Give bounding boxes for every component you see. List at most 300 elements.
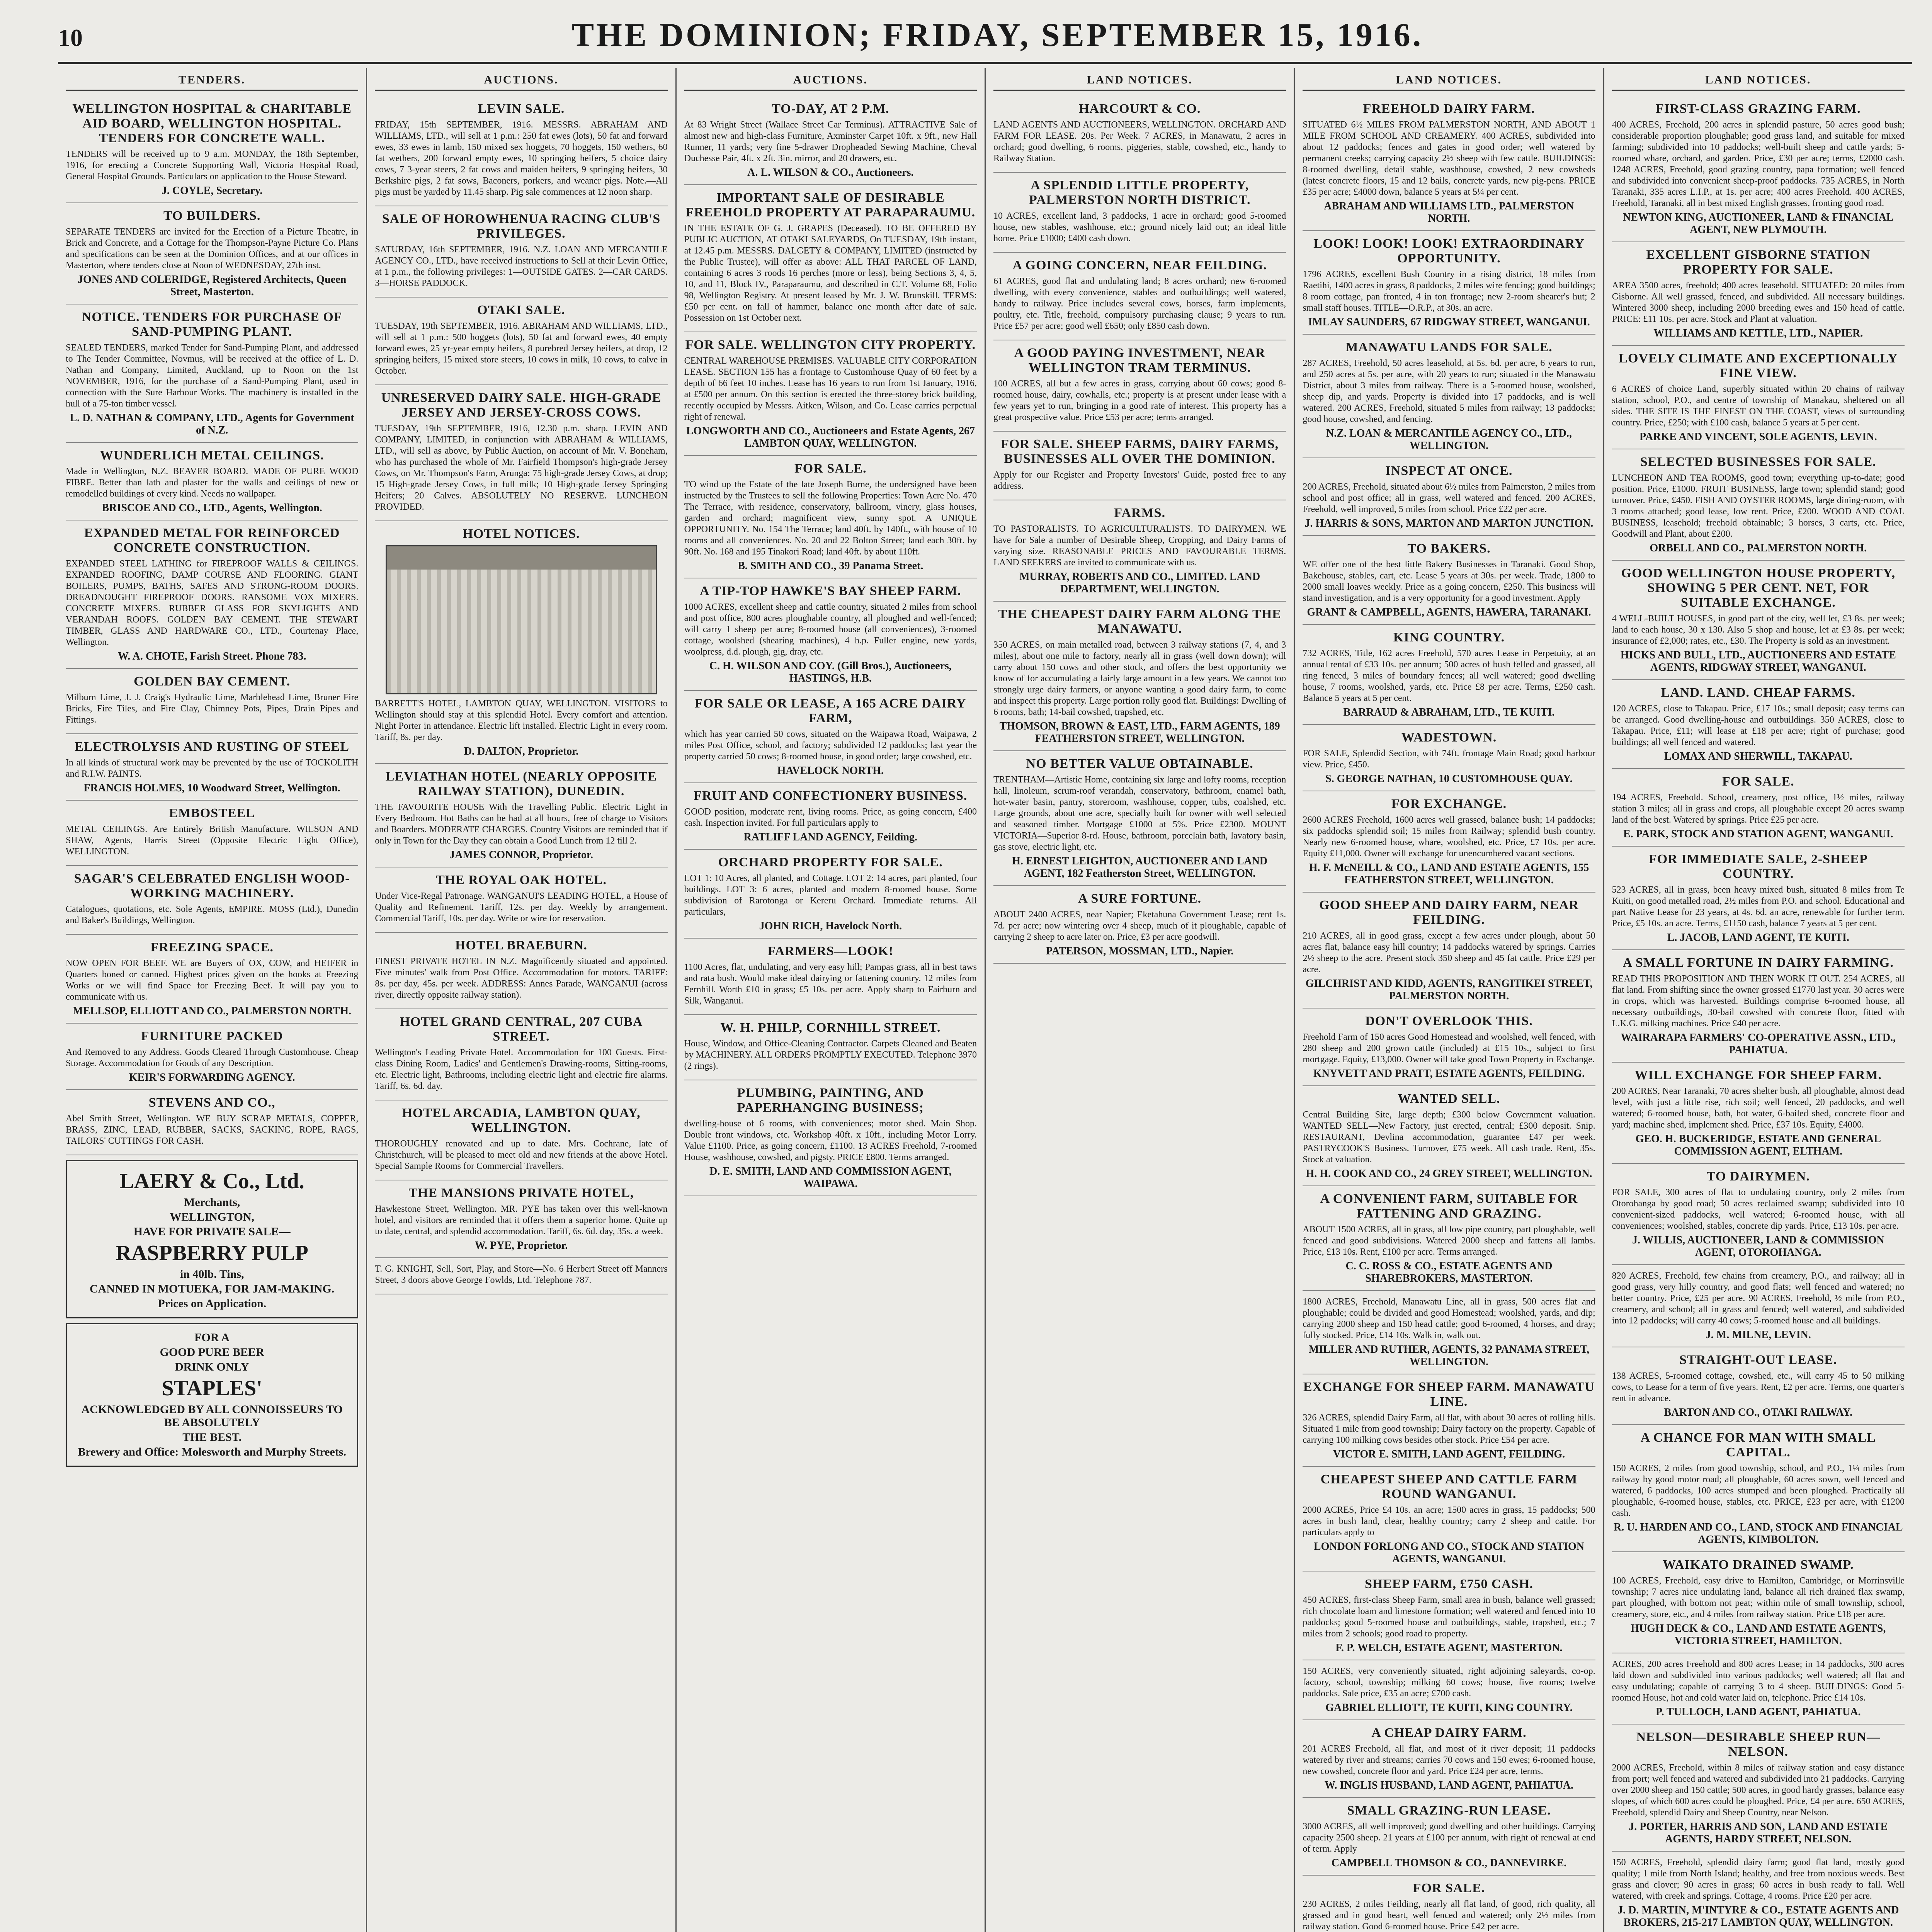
ad-title: FOR SALE.: [794, 461, 867, 476]
ad-title: OTAKI SALE.: [477, 303, 565, 317]
ad-body: 2600 ACRES Freehold, 1600 acres well grassed, balance bush; 14 paddocks; six paddocks splendid soil; 15 miles from Railway; splendid bush country. Nearly new 6-roomed house, whare, woolshed, etc. Price, £7 10s. per acre. Equity £11,000. Owner will exchange for unencumbered vacant sections.: [1303, 815, 1595, 859]
column-6: [1604, 68, 1912, 1932]
column-heading: TENDERS.: [66, 73, 358, 91]
classified-ad: [1303, 893, 1595, 1009]
ad-signature: WILLIAMS AND KETTLE, LTD., NAPIER.: [1653, 327, 1863, 339]
ad-body: Central Building Site, large depth; £300 below Government valuation. WANTED SELL—New Factory, just erected, central; £300 deposit. Snip. RESTAURANT, Devlina accommodation, guarantee £47 per week. PASTRYCOOK'S Business. Turnover, £75 week. All cash trade. Rent, 35s. Stock at valuation.: [1303, 1110, 1595, 1165]
ad-signature: ORBELL AND CO., PALMERSTON NORTH.: [1650, 542, 1867, 554]
classified-ad: [1303, 1720, 1595, 1798]
ad-title: LOVELY CLIMATE AND EXCEPTIONALLY FINE VIEW.: [1619, 351, 1898, 380]
ad-title: HARCOURT & CO.: [1078, 102, 1201, 116]
ad-body: which has year carried 50 cows, situated on the Waipawa Road, Waipawa, 2 miles Post Office, school, and factory; subdivided 12 paddocks; last year the property carried 50 cows; 8-roomed house, in good order; large cowshed, etc.: [684, 729, 977, 762]
ad-signature: LONDON FORLONG AND CO., STOCK AND STATION AGENTS, WANGANUI.: [1313, 1541, 1585, 1565]
ad-body: 150 ACRES, very conveniently situated, right adjoining saleyards, co-op. factory, school, township; milking 60 cows; house, five rooms; twelve paddocks. Sale price, £35 an acre; £700 cash.: [1303, 1666, 1595, 1699]
ad-body: 150 ACRES, Freehold, splendid dairy farm; good flat land, mostly good quality; 1 mile from North Island; healthy, and free from noxious weeds. Best grass and clover; 90 acres in grass; 60 acres in bush ready to fall. Well watered, with creek and springs. Cottage, 4 rooms. Price £20 per acre.: [1612, 1857, 1905, 1901]
ad-signature: JOHN RICH, Havelock North.: [759, 920, 902, 932]
classified-ad: [684, 185, 977, 332]
classified-ad: [375, 1258, 667, 1294]
classified-ad: [1612, 680, 1905, 769]
classified-ad: [375, 96, 667, 206]
ad-body: Milburn Lime, J. J. Craig's Hydraulic Lime, Marblehead Lime, Bruner Fire Bricks, Fire Tiles, and Fire Clay, Chimney Pots, Pipes, Drain Pipes and Fittings.: [66, 692, 359, 725]
ad-body: ACRES, 200 acres Freehold and 800 acres Lease; in 14 paddocks, 300 acres laid down and subdivided into various paddocks; well watered; all flat and easy undulating; capable of carrying 3 to 4 sheep. BUILDINGS: Good 5-roomed House, hot and cold water laid on, telephone. Price £14 10s.: [1612, 1659, 1905, 1703]
ad-signature: FRANCIS HOLMES, 10 Woodward Street, Wellington.: [83, 782, 340, 794]
ad-body: SEPARATE TENDERS are invited for the Erection of a Picture Theatre, in Brick and Concrete, and a Cottage for the Thompson-Payne Picture Co. Plans and specifications can be seen at the Dominion Offices, and at our offices in Masterton, where tenders close at Noon of WEDNESDAY, 27th inst.: [66, 227, 359, 270]
classified-ad: [1612, 242, 1905, 346]
classified-ad: [66, 1090, 358, 1155]
classified-ad: [993, 500, 1286, 602]
ad-signature: WAIRARAPA FARMERS' CO-OPERATIVE ASSN., LTD., PAHIATUA.: [1621, 1032, 1896, 1056]
ad-title: ELECTROLYSIS AND RUSTING OF STEEL: [75, 740, 350, 754]
ad-body: At 83 Wright Street (Wallace Street Car Terminus). ATTRACTIVE Sale of almost new and high-class Furniture, Axminster Carpet 10ft. x 9ft., new Hall Runner, 11 yards; very fine 5-drawer Dropheaded Sewing Machine, Cheval Duchesse Pair, 4ft. x 2ft. 3in. mirror, and 20 drawers, etc.: [684, 120, 977, 163]
classified-ad: [993, 432, 1286, 500]
classified-ad: [1612, 1725, 1905, 1852]
ad-signature: J. PORTER, HARRIS AND SON, LAND AND ESTATE AGENTS, HARDY STREET, NELSON.: [1629, 1821, 1888, 1845]
ad-body: TO wind up the Estate of the late Joseph Burne, the undersigned have been instructed by the Trustees to sell the following Properties: Town Acre No. 470 The Terrace, with residence, conservatory, ballroom, vinery, glass houses, garden and orchard; magnificent view, sunny spot. A UNIQUE OPPORTUNITY. No. 154 The Terrace; land 40ft. by 140ft., with house of 10 rooms and all conveniences. No. 20 and 22 Bolton Street; land each 30ft. by 90ft. No. 168 and 195 Tinakori Road; land 40ft. by about 110ft.: [684, 480, 977, 557]
ad-signature: MURRAY, ROBERTS AND CO., LIMITED. LAND DEPARTMENT, WELLINGTON.: [1019, 571, 1260, 595]
ad-title: FARMS.: [1114, 506, 1166, 520]
ad-signature: KEIR'S FORWARDING AGENCY.: [129, 1071, 295, 1083]
newspaper-title: THE DOMINION; FRIDAY, SEPTEMBER 15, 1916.: [571, 16, 1423, 53]
box-line: ACKNOWLEDGED BY ALL CONNOISSEURS TO BE ABSOLUTELY: [81, 1403, 343, 1429]
ad-title: UNRESERVED DAIRY SALE. HIGH-GRADE JERSEY AND JERSEY-CROSS COWS.: [381, 391, 662, 420]
ad-title: A SURE FORTUNE.: [1078, 891, 1202, 906]
ad-signature: R. U. HARDEN AND CO., LAND, STOCK AND FINANCIAL AGENTS, KIMBOLTON.: [1614, 1521, 1903, 1546]
ad-title: NO BETTER VALUE OBTAINABLE.: [1026, 757, 1253, 771]
ad-body: And Removed to any Address. Goods Cleared Through Customhouse. Cheap Storage. Accommodation for Goods of any Description.: [66, 1047, 359, 1068]
ad-body: BARRETT'S HOTEL, LAMBTON QUAY, WELLINGTON. VISITORS to Wellington should stay at this splendid Hotel. Every comfort and attention. Night Porter in attendance. Electric lift installed. Electric Light in every room. Tariff, 8s. per day.: [375, 699, 668, 742]
ad-title: LEVIN SALE.: [478, 102, 565, 116]
ad-title: WADESTOWN.: [1401, 730, 1497, 745]
ad-title: FOR EXCHANGE.: [1391, 797, 1507, 811]
ad-title: MANAWATU LANDS FOR SALE.: [1345, 340, 1553, 354]
ad-body: Hawkestone Street, Wellington. MR. PYE has taken over this well-known hotel, and visitors are reminded that it offers them a superior home. Quite up to date, central, and splendid accommodation. Tariff, 6s. 6d. day, 35s. a week.: [375, 1204, 668, 1236]
brand-name: STAPLES': [162, 1376, 262, 1400]
ad-body: EXPANDED STEEL LATHING for FIREPROOF WALLS & CEILINGS. EXPANDED ROOFING, DAMP COURSE AND FLOORING. GIANT BOILERS, PUMPS, BATHS, SAFES AND STRONG-ROOM DOORS. DREADNOUGHT FIREPROOF DOORS. RANSOME VOX MIXERS. CONCRETE MIXERS. RUBBER GLASS FOR SKYLIGHTS AND VERANDAH ROOFS. GOLDEN BAY CEMENT. THE STEWART TIMBER, GLASS AND HARDWARE CO., LTD., Courtenay Place, Wellington.: [66, 559, 359, 647]
ad-body: FINEST PRIVATE HOTEL IN N.Z. Magnificently situated and appointed. Five minutes' walk from Post Office. Accommodation for motors. TARIFF: 8s. per day, 45s. per week. ADDRESS: Annes Parade, WANGANUI (across river, directly opposite railway station).: [375, 956, 668, 1000]
ad-body: FOR SALE, 300 acres of flat to undulating country, only 2 miles from Otorohanga by good road; 50 acres reclaimed swamp; subdivided into 10 convenient-sized paddocks, well watered; 6-roomed house, with all conveniences; woolshed, stables, concrete dip yards. Price, £13 10s. per acre.: [1612, 1187, 1905, 1231]
classified-ad: [684, 783, 977, 850]
box-line: THE BEST.: [182, 1431, 242, 1444]
ad-title: EXCELLENT GISBORNE STATION PROPERTY FOR SALE.: [1646, 248, 1871, 277]
ad-title: THE MANSIONS PRIVATE HOTEL,: [408, 1186, 634, 1200]
classified-ad: [375, 298, 667, 385]
ad-title: DON'T OVERLOOK THIS.: [1365, 1014, 1533, 1028]
page-number: 10: [58, 24, 83, 51]
classified-ad: [993, 602, 1286, 751]
ad-body: T. G. KNIGHT, Sell, Sort, Play, and Store—No. 6 Herbert Street off Manners Street, 3 doors above George Fowlds, Ltd. Telephone 787.: [375, 1264, 668, 1285]
classified-ad: [1612, 1347, 1905, 1425]
ad-body: 150 ACRES, 2 miles from good township, school, and P.O., 1¼ miles from railway by good motor road; all ploughable, 60 acres sown, well fenced and watered, 6 paddocks, 100 acres stumped and been ploughed. Practically all ploughable, 6-roomed house, stables, etc. PRICE, £23 per acre, with £1200 cash.: [1612, 1463, 1905, 1518]
ad-title: KING COUNTRY.: [1393, 630, 1505, 645]
ad-signature: W. INGLIS HUSBAND, LAND AGENT, PAHIATUA.: [1325, 1779, 1573, 1791]
classified-ad: [375, 764, 667, 867]
ad-signature: ABRAHAM AND WILLIAMS LTD., PALMERSTON NORTH.: [1324, 200, 1574, 224]
ad-title: WELLINGTON HOSPITAL & CHARITABLE AID BOARD, WELLINGTON HOSPITAL. TENDERS FOR CONCRETE WALL.: [72, 102, 352, 145]
ad-body: dwelling-house of 6 rooms, with conveniences; motor shed. Main Shop. Double front windows, etc. Workshop 40ft. x 10ft., including Motor Lorry. Value £1100. Price, as going concern, £1100. 13 ACRES Freehold, 7-roomed House, washhouse, cowshed, and pigsty. PRICE £800. Terms arranged.: [684, 1119, 977, 1162]
ad-title: GOOD WELLINGTON HOUSE PROPERTY, SHOWING 5 PER CENT. NET, FOR SUITABLE EXCHANGE.: [1621, 566, 1895, 610]
classified-ad: [684, 332, 977, 456]
classified-ad: [375, 1180, 667, 1258]
ad-signature: N.Z. LOAN & MERCANTILE AGENCY CO., LTD., WELLINGTON.: [1326, 427, 1572, 452]
classified-ad: [1303, 1467, 1595, 1571]
ad-body: TUESDAY, 19th SEPTEMBER, 1916. ABRAHAM AND WILLIAMS, LTD., will sell at 1 p.m.: 500 hoggets (lots), 50 fat and forward ewes, 40 empty forward ewes, 25 yr-year empty heifers, 8 purebred Jersey heifers, at drop, 12 springing heifers, 15 mixed store steers, 10 cows in milk, 10 cows, to calve in October.: [375, 321, 668, 376]
ad-body: LUNCHEON AND TEA ROOMS, good town; everything up-to-date; good position. Price, £1000. FRUIT BUSINESS, large town; splendid stand; good turnover. Price, £450. FISH AND OYSTER ROOMS, large dining-room, with 3 rooms attached; good lease, low rent. Price, £200. WOOD AND COAL BUSINESS, leasehold; freehold obtainable; 3 horses, 3 carts, etc. Price, Goodwill and Plant, about £200.: [1612, 473, 1905, 539]
ad-title: SHEEP FARM, £750 CASH.: [1364, 1577, 1533, 1591]
ad-body: 326 ACRES, splendid Dairy Farm, all flat, with about 30 acres of rolling hills. Situated 1 mile from good township; Dairy factory on the property. Capable of carrying 100 milking cows besides other stock. Price £54 per acre.: [1303, 1413, 1595, 1445]
ad-title: FOR SALE.: [1413, 1881, 1485, 1895]
classified-ad: [1303, 1660, 1595, 1720]
ad-title: EMBOSTEEL: [169, 806, 255, 820]
ad-title: WAIKATO DRAINED SWAMP.: [1662, 1558, 1854, 1572]
ad-body: Wellington's Leading Private Hotel. Accommodation for 100 Guests. First-class Dining Room, Ladies' and Gentlemen's Drawing-rooms, Sitting-rooms, etc. Electric light, Bathrooms, including electric light and electric fire alarms. Tariff, 6s. 6d. day.: [375, 1048, 668, 1091]
ad-body: 3000 ACRES, all well improved; good dwelling and other buildings. Carrying capacity 2500 sheep. 21 years at £100 per annum, with right of renewal at end of term. Apply: [1303, 1821, 1595, 1854]
ad-body: THOROUGHLY renovated and up to date. Mrs. Cochrane, late of Christchurch, will be pleased to meet old and new friends at the above Hotel. Special Sample Rooms for Commercial Travellers.: [375, 1139, 668, 1171]
ad-body: IN THE ESTATE OF G. J. GRAPES (Deceased). TO BE OFFERED BY PUBLIC AUCTION, AT OTAKI SALEYARDS, On TUESDAY, 19th instant, at 12.45 p.m. MESSRS. DALGETY & COMPANY, LIMITED (instructed by the Public Trustee), will offer as above: ALL THAT PARCEL OF LAND, containing 6 acres 3 roods 16 perches (more or less), being Sections 3, 4, 5, 10, and 11, Block IV., Paraparaumu, and described in C.T. Volume 68, Folio 98, Wellington Registry. At present leased by Mr. J. W. Brunskill. TERMS: £50 per cent. on fall of hammer, balance one month after date of sale. Possession on 1st October next.: [684, 223, 977, 323]
box-line: Brewery and Office: Molesworth and Murphy Streets.: [78, 1446, 346, 1458]
classified-ad: [66, 520, 358, 669]
product-name: RASPBERRY PULP: [116, 1241, 308, 1265]
ad-signature: BRISCOE AND CO., LTD., Agents, Wellington.: [102, 502, 322, 514]
ad-signature: GEO. H. BUCKERIDGE, ESTATE AND GENERAL COMMISSION AGENT, ELTHAM.: [1635, 1133, 1881, 1157]
classified-ad: [375, 206, 667, 298]
hotel-illustration: [386, 545, 657, 694]
classified-ad: [66, 304, 358, 443]
classified-ad: [1303, 1571, 1595, 1660]
box-line: FOR A: [194, 1331, 230, 1344]
column-heading: LAND NOTICES.: [1612, 73, 1905, 91]
ad-body: 210 ACRES, all in good grass, except a few acres under plough, about 50 acres flat, balance easy hill country; 14 paddocks watered by springs. Carries 2½ sheep to the acre. Present stock 350 sheep and 45 fat cattle. Price £29 per acre.: [1303, 931, 1595, 975]
ad-body: 523 ACRES, all in grass, been heavy mixed bush, situated 8 miles from Te Kuiti, on good metalled road, 2½ miles from P.O. and school. Educational and part Native Lease for 23 years, at 4s. 6d. an acre, renewable for further term. Price, £5 10s. an acre. Terms, £1150 cash, balance 7 years at 5 per cent.: [1612, 885, 1905, 929]
ad-title: FOR SALE OR LEASE, A 165 ACRE DAIRY FARM,: [695, 696, 966, 725]
ad-body: 100 ACRES, Freehold, easy drive to Hamilton, Cambridge, or Morrinsville township; 7 acres nice undulating land, balance all rich drained flax swamp, part ploughed, with bottom not peat; within mile of small township, school, creamery, store, etc., and 4 miles from railway station. Price £18 per acre.: [1612, 1576, 1905, 1619]
box-line: WELLINGTON,: [170, 1211, 254, 1223]
ad-title: FOR IMMEDIATE SALE, 2-SHEEP COUNTRY.: [1648, 852, 1868, 881]
classified-ad: [993, 886, 1286, 964]
classified-ad: [993, 96, 1286, 173]
classified-ad: [684, 1080, 977, 1196]
masthead: [58, 15, 1912, 64]
ad-signature: W. PYE, Proprietor.: [474, 1240, 568, 1252]
ad-body: LOT 1: 10 Acres, all planted, and Cottage. LOT 2: 14 acres, part planted, four buildings. LOT 3: 6 acres, planted and modern 8-roomed house. Some subdivision of Rarotonga or Kereru Orchard. Immediate returns. All particulars,: [684, 873, 977, 917]
classified-ad: [66, 801, 358, 866]
column-4: [986, 68, 1295, 1932]
ad-body: TUESDAY, 19th SEPTEMBER, 1916, 12.30 p.m. sharp. LEVIN AND COMPANY, LIMITED, in conjunction with ABRAHAM & WILLIAMS, LTD., will sell as above, by Public Auction, on account of Mr. V. Boneham, who has purchased the whole of Mr. Fairfield Thompson's high-grade Jersey Cows, on Mr. Thompson's Farm, Arunga: 75 high-grade Jersey Cows, at drop; 15 High-grade Jersey Cows, in full milk; 10 High-grade Jersey Springing Heifers; 20 Calves. ABSOLUTELY NO RESERVE. LUNCHEON PROVIDED.: [375, 423, 668, 512]
ad-title: LEVIATHAN HOTEL (NEARLY OPPOSITE RAILWAY STATION), DUNEDIN.: [385, 769, 657, 798]
ad-title: A SMALL FORTUNE IN DAIRY FARMING.: [1622, 956, 1894, 970]
classified-ad: [684, 1015, 977, 1080]
ad-body: 450 ACRES, first-class Sheep Farm, small area in bush, balance well grassed; rich chocolate loam and limestone formation; well watered and fenced into 10 paddocks; good 5-roomed house and outbuildings, stable, trapshed, etc.; 7 miles from 2 schools; good road to property.: [1303, 1595, 1595, 1639]
ad-body: TENDERS will be received up to 9 a.m. MONDAY, the 18th September, 1916, for erecting a Concrete Supporting Wall, Victoria Hospital Road, General Hospital Grounds. Particulars on application to the House Steward.: [66, 149, 359, 182]
ad-body: THE FAVOURITE HOUSE With the Travelling Public. Electric Light in Every Bedroom. Hot Baths can be had at all hours, free of charge to Visitors and Boarders. MODERATE CHARGES. Country Visitors are reminded that if only in Town for the Day they can obtain a Good Lunch from 12 till 2.: [375, 802, 668, 846]
ad-signature: D. E. SMITH, LAND AND COMMISSION AGENT, WAIPAWA.: [709, 1165, 952, 1190]
ad-title: SAGAR'S CELEBRATED ENGLISH WOOD-WORKING MACHINERY.: [74, 871, 350, 900]
ad-signature: JONES AND COLERIDGE, Registered Architects, Queen Street, Masterton.: [78, 274, 347, 298]
ad-signature: B. SMITH AND CO., 39 Panama Street.: [738, 560, 923, 572]
columns-container: [58, 68, 1912, 1932]
ad-title: FOR SALE. SHEEP FARMS, DAIRY FARMS, BUSINESSES ALL OVER THE DOMINION.: [1001, 437, 1279, 466]
box-line: Prices on Application.: [158, 1297, 267, 1310]
ad-body: 1800 ACRES, Freehold, Manawatu Line, all in grass, 500 acres flat and ploughable; could be divided and good Homestead; woolshed, yards, and dip; carrying 2000 sheep and 150 head cattle; good 6-roomed, 4 horses, and dray; fully stocked. Price, £14 10s. Walk in, walk out.: [1303, 1297, 1595, 1340]
ad-title: NOTICE. TENDERS FOR PURCHASE OF SAND-PUMPING PLANT.: [82, 310, 342, 339]
column-1: [58, 68, 367, 1932]
ad-body: 201 ACRES Freehold, all flat, and most of it river deposit; 11 paddocks watered by river and streams; carries 70 cows and 150 ewes; 6-roomed house, new cowshed, concrete floor and yard. Price £24 per acre, terms.: [1303, 1744, 1595, 1776]
classified-ad: [1612, 769, 1905, 847]
ad-body: Freehold Farm of 150 acres Good Homestead and woolshed, well fenced, with 280 sheep and 200 grown cattle (included) at £15 10s., subject to first mortgage. Equity, £13,000. Owner will take good Town Property in Exchange.: [1303, 1032, 1595, 1065]
ad-body: Abel Smith Street, Wellington. WE BUY SCRAP METALS, COPPER, BRASS, ZINC, LEAD, RUBBER, SACKS, SACKING, ROPE, RAGS, TAILORS' CUTTINGS FOR CASH.: [66, 1114, 359, 1146]
ad-title: TO BAKERS.: [1407, 541, 1491, 556]
ad-body: FRIDAY, 15th SEPTEMBER, 1916. MESSRS. ABRAHAM AND WILLIAMS, LTD., will sell at 1 p.m.: 250 fat ewes (lots), 50 fat and forward ewes, 33 ewes in lamb, 150 mixed sex hoggets, 70 hoggets, 150 wethers, 60 fat wethers, 200 forward empty ewes, 10 springing heifers, 5 choice dairy cows, 7 3-year steers, 2 fat cows and maiden heifers, 9 springing heifers, 30 Berkshire pigs, 2 fat sows, Baconers, porkers, and weaner pigs. Note.—All pigs must be yarded by 11.45 sharp. Pig sale commences at 12 noon sharp.: [375, 120, 668, 197]
ad-title: STRAIGHT-OUT LEASE.: [1679, 1353, 1837, 1367]
classified-ad: [1612, 847, 1905, 950]
classified-ad: [1303, 1086, 1595, 1186]
ad-title: TO DAIRYMEN.: [1706, 1169, 1810, 1184]
ad-title: NELSON—DESIRABLE SHEEP RUN—NELSON.: [1636, 1730, 1881, 1759]
ad-body: 732 ACRES, Title, 162 acres Freehold, 570 acres Lease in Perpetuity, at an annual rental of £33 10s. per annum; 500 acres of bush felled and grassed, all ring fenced, 3 miles of boundary fences; all well watered; good dwelling house, 7 rooms, woolshed, yards, etc. Price £8 per acre. Terms, £250 cash. Balance 5 years at 5 per cent.: [1303, 648, 1595, 703]
ad-signature: J. WILLIS, AUCTIONEER, LAND & COMMISSION AGENT, OTOROHANGA.: [1632, 1234, 1884, 1259]
ad-title: HOTEL BRAEBURN.: [455, 938, 587, 952]
ad-body: 10 ACRES, excellent land, 3 paddocks, 1 acre in orchard; good 5-roomed house, new stables, washhouse, etc.; ground nicely laid out; an ideal little home. Price £1000; £400 cash down.: [993, 211, 1286, 243]
ad-body: SEALED TENDERS, marked Tender for Sand-Pumping Plant, and addressed to The Tender Committee, Novmus, will be received at the office of L. D. Nathan and Company, Limited, Auckland, up to Noon on the 1st NOVEMBER, 1916, for the purchase of a Sand-Pumping Plant, used in connection with the Sure Harbour Works. The machinery is installed in the hull of a 75-ton timber vessel.: [66, 343, 359, 409]
classified-ad: [1303, 96, 1595, 231]
classified-ad: [375, 521, 667, 764]
ad-signature: LOMAX AND SHERWILL, TAKAPAU.: [1664, 750, 1852, 762]
ad-title: W. H. PHILP, CORNHILL STREET.: [720, 1020, 941, 1035]
ad-signature: J. HARRIS & SONS, MARTON AND MARTON JUNCTION.: [1304, 517, 1594, 529]
ad-body: 1100 Acres, flat, undulating, and very easy hill; Pampas grass, all in best taws and rata bush. Would make ideal dairying or fattening country. 12 miles from Fernhill. Worth £10 in grass; £5 10s. per acre. Apply sharp to Fairburn and Silk, Wanganui.: [684, 962, 977, 1006]
ad-title: A CONVENIENT FARM, SUITABLE FOR FATTENING AND GRAZING.: [1320, 1192, 1578, 1221]
ad-title: TO-DAY, AT 2 P.M.: [772, 102, 889, 116]
ad-body: Catalogues, quotations, etc. Sole Agents, EMPIRE. MOSS (Ltd.), Dunedin and Baker's Buildings, Wellington.: [66, 904, 359, 925]
classified-ad: [1303, 1374, 1595, 1467]
ad-title: GOOD SHEEP AND DAIRY FARM, NEAR FEILDING.: [1319, 898, 1579, 927]
ad-title: FRUIT AND CONFECTIONERY BUSINESS.: [694, 789, 968, 803]
ad-title: A GOING CONCERN, NEAR FEILDING.: [1012, 258, 1267, 272]
classified-ad: [993, 173, 1286, 253]
classified-ad: [993, 253, 1286, 340]
ad-signature: NEWTON KING, AUCTIONEER, LAND & FINANCIAL AGENT, NEW PLYMOUTH.: [1623, 211, 1894, 236]
ad-signature: LONGWORTH AND CO., Auctioneers and Estate Agents, 267 LAMBTON QUAY, WELLINGTON.: [686, 425, 975, 449]
ad-signature: S. GEORGE NATHAN, 10 CUSTOMHOUSE QUAY.: [1325, 773, 1573, 785]
column-heading: LAND NOTICES.: [993, 73, 1286, 91]
ad-title: HOTEL NOTICES.: [463, 527, 580, 541]
ad-signature: P. TULLOCH, LAND AGENT, PAHIATUA.: [1656, 1706, 1861, 1718]
classified-ad: [684, 456, 977, 578]
classified-ad: [1303, 1291, 1595, 1374]
classified-ad: [684, 939, 977, 1015]
classified-ad: [1303, 625, 1595, 725]
ad-body: In all kinds of structural work may be prevented by the use of TOCKOLITH and R.I.W. PAINTS.: [66, 758, 359, 779]
ad-title: FURNITURE PACKED: [141, 1029, 283, 1043]
ad-signature: HICKS AND BULL, LTD., AUCTIONEERS AND ESTATE AGENTS, RIDGWAY STREET, WANGANUI.: [1620, 649, 1896, 673]
ad-title: HOTEL ARCADIA, LAMBTON QUAY, WELLINGTON.: [402, 1106, 641, 1135]
classified-ad: [66, 935, 358, 1024]
ad-title: CHEAPEST SHEEP AND CATTLE FARM ROUND WANGANUI.: [1320, 1472, 1578, 1501]
ad-body: 200 ACRES, Near Taranaki, 70 acres shelter bush, all ploughable, almost dead level, with just a little rise, rich soil; well fenced, 20 paddocks, and well watered; 6-roomed house, bath, hot water, 6-bailed shed, concrete floor and yard; machine shed, implement shed. Price, £37 10s. Equity, £4000.: [1612, 1086, 1905, 1130]
ad-body: Made in Wellington, N.Z. BEAVER BOARD. MADE OF PURE WOOD FIBRE. Better than lath and plaster for the walls and ceilings of new or remodelled buildings of every kind. Needs no wallpaper.: [66, 466, 359, 499]
ad-body: ABOUT 1500 ACRES, all in grass, all low pipe country, part ploughable, well fenced and good subdivisions. Watered 2000 sheep and fattens all lambs. Price, £13 10s. Rent, £100 per acre. Terms arranged.: [1303, 1225, 1595, 1257]
ad-signature: H. ERNEST LEIGHTON, AUCTIONEER AND LAND AGENT, 182 Featherston Street, WELLINGTON.: [1012, 855, 1268, 879]
classified-ad: [1612, 950, 1905, 1063]
classified-ad: [1303, 725, 1595, 791]
ad-body: 2000 ACRES, Freehold, within 8 miles of railway station and easy distance from port; well fenced and watered and subdivided into 21 paddocks. Carrying over 2000 sheep and 150 cattle; 500 acres, in good hardy grasses, balance easy slopes, of which 600 acres could be ploughed. Price, £4 per acre. 650 ACRES, Freehold, splendid Dairy and Sheep Country, near Nelson.: [1612, 1763, 1905, 1818]
ad-body: 6 ACRES of choice Land, superbly situated within 20 chains of railway station, school, P.O., and centre of township of Manakau, sheltered on all sides. THE SITE IS THE FINEST ON THE COAST, views of surrounding country. Price, £250; with £100 cash, balance 5 years at 5 per cent.: [1612, 384, 1905, 428]
classified-ad: [66, 96, 358, 203]
classified-ad: [993, 751, 1286, 886]
ad-title: TO BUILDERS.: [163, 209, 261, 223]
classified-ad: [375, 933, 667, 1009]
ad-signature: D. DALTON, Proprietor.: [464, 745, 579, 757]
ad-title: WANTED SELL.: [1398, 1092, 1500, 1106]
column-2: [367, 68, 676, 1932]
ad-body: House, Window, and Office-Cleaning Contractor. Carpets Cleaned and Beaten by MACHINERY. ALL ORDERS PROMPTLY EXECUTED. Telephone 3970 (2 rings).: [684, 1039, 977, 1071]
ad-body: 230 ACRES, 2 miles Feilding, nearly all flat land, of good, rich quality, all grassed and in good heart, well fenced and watered; only 2½ miles from railway station. Good 6-roomed house. Price £42 per acre.: [1303, 1899, 1595, 1932]
box-line: GOOD PURE BEER: [160, 1346, 264, 1359]
classified-ad: [375, 1100, 667, 1180]
ad-body: 4 WELL-BUILT HOUSES, in good part of the city, well let, £3 8s. per week; land to each house, 30 x 130. Also 5 shop and house, let at £3 8s. per week; insurance of £2,000; rates, etc., £30. The Property is sold as an investment.: [1612, 614, 1905, 646]
ad-title: A GOOD PAYING INVESTMENT, NEAR WELLINGTON TRAM TERMINUS.: [1014, 346, 1265, 375]
ad-signature: CAMPBELL THOMSON & CO., DANNEVIRKE.: [1331, 1857, 1567, 1869]
classified-ad: [66, 203, 358, 304]
ad-signature: JAMES CONNOR, Proprietor.: [449, 849, 593, 861]
ad-signature: PARKE AND VINCENT, SOLE AGENTS, LEVIN.: [1639, 431, 1877, 443]
ad-signature: L. JACOB, LAND AGENT, TE KUITI.: [1667, 932, 1849, 944]
ad-body: 61 ACRES, good flat and undulating land; 8 acres orchard; new 6-roomed dwelling, with every convenience, stables and outbuildings; well watered, handy to railway. Price includes several cows, horses, farm implements, poultry, etc. Title, freehold, compulsory purchasing clause; 9 years to run. Price £57 per acre; good well £650; only £850 cash down.: [993, 276, 1286, 331]
classified-ad: [1612, 1552, 1905, 1653]
classified-ad: [684, 578, 977, 691]
ad-body: 2000 ACRES, Price £4 10s. an acre; 1500 acres in grass, 15 paddocks; 500 acres in bush land, clear, healthy country; carry 2 sheep and cattle. For particulars apply to: [1303, 1505, 1595, 1537]
ad-body: TO PASTORALISTS. TO AGRICULTURALISTS. TO DAIRYMEN. WE have for Sale a number of Desirable Sheep, Cropping, and Dairy Farms of varying size. REASONABLE PRICES AND FAVOURABLE TERMS. LAND SEEKERS are invited to communicate with us.: [993, 524, 1286, 568]
classified-ad: [1612, 1653, 1905, 1725]
ad-title: A CHANCE FOR MAN WITH SMALL CAPITAL.: [1640, 1430, 1876, 1459]
classified-ad: [1303, 458, 1595, 536]
box-line: HAVE FOR PRIVATE SALE—: [133, 1225, 291, 1238]
ad-signature: BARRAUD & ABRAHAM, LTD., TE KUITI.: [1343, 706, 1555, 718]
classified-ad: [66, 669, 358, 734]
classified-ad: [1612, 96, 1905, 242]
classified-ad: [1303, 1798, 1595, 1876]
ad-title: HOTEL GRAND CENTRAL, 207 CUBA STREET.: [400, 1015, 643, 1044]
ad-body: 287 ACRES, Freehold, 50 acres leasehold, at 5s. 6d. per acre, 6 years to run, and 250 acres at 5s. per acre, with 20 years to run; situated in the Manawatu District, about 3 miles from railway. There is a 5-roomed house, woolshed, sheep dip, and yards. Property is divided into 17 paddocks, and is well watered. 200 ACRES, Freehold, situated 5 miles from railway; 13 paddocks; good house, cowshed, and fencing.: [1303, 358, 1595, 424]
ad-title: A CHEAP DAIRY FARM.: [1371, 1726, 1527, 1740]
ad-signature: BARTON AND CO., OTAKI RAILWAY.: [1664, 1406, 1852, 1418]
classified-ad: [66, 443, 358, 520]
classified-ad: [1612, 1852, 1905, 1932]
ad-title: LOOK! LOOK! LOOK! EXTRAORDINARY OPPORTUNITY.: [1313, 236, 1585, 265]
ad-body: METAL CEILINGS. Are Entirely British Manufacture. WILSON AND SHAW, Agents, Harris Street (Opposite Electric Light Office), WELLINGTON.: [66, 824, 359, 857]
ad-title: PLUMBING, PAINTING, AND PAPERHANGING BUSINESS;: [737, 1086, 924, 1115]
classified-ad: [1612, 346, 1905, 449]
ad-signature: C. H. WILSON AND COY. (Gill Bros.), Auctioneers, HASTINGS, H.B.: [709, 660, 952, 684]
classified-ad: [1612, 1063, 1905, 1164]
ad-body: 138 ACRES, 5-roomed cottage, cowshed, etc., will carry 45 to 50 milking cows, to Lease for a term of five years. Rent, £2 per acre. Terms, one quarter's rent in advance.: [1612, 1371, 1905, 1403]
ad-body: 100 ACRES, all but a few acres in grass, carrying about 60 cows; good 8-roomed house, dairy, cowhalls, etc.; property is at present under lease with a few years yet to run, bringing in a good rate of interest. This property has a great prospective value. Price £53 per acre; terms arranged.: [993, 379, 1286, 422]
ad-signature: A. L. WILSON & CO., Auctioneers.: [747, 167, 914, 179]
classified-ad: [1303, 335, 1595, 458]
ad-signature: GABRIEL ELLIOTT, TE KUITI, KING COUNTRY.: [1325, 1702, 1573, 1714]
ad-signature: GRANT & CAMPBELL, AGENTS, HAWERA, TARANAKI.: [1307, 606, 1591, 618]
ad-title: EXPANDED METAL FOR REINFORCED CONCRETE CONSTRUCTION.: [84, 526, 340, 555]
classified-ad: [1303, 231, 1595, 335]
ad-body: 194 ACRES, Freehold. School, creamery, post office, 1½ miles, railway station 3 miles; all in grass and crops, all ploughable except 20 acres swamp land of the best. Watered by springs. Price £25 per acre.: [1612, 793, 1905, 825]
staples-beer-box: [66, 1323, 358, 1467]
ad-body: ABOUT 2400 ACRES, near Napier; Eketahuna Government Lease; rent 1s. 7d. per acre; now wintering over 4 sheep, much of it ploughable, capable of carrying 2 sheep to acre later on. Price, £3 per acre goodwill.: [993, 910, 1286, 942]
ad-signature: THOMSON, BROWN & EAST, LTD., FARM AGENTS, 189 FEATHERSTON STREET, WELLINGTON.: [999, 720, 1280, 745]
ad-title: SELECTED BUSINESSES FOR SALE.: [1640, 455, 1876, 469]
box-line: Merchants,: [184, 1196, 240, 1209]
classified-ad: [1612, 1164, 1905, 1265]
ad-body: READ THIS PROPOSITION AND THEN WORK IT OUT. 254 ACRES, all flat land. From shifting since the owner grossed £1770 last year. 30 acres were in crops, which was harvested. Buildings comprise 6-roomed house, all necessary outbuildings, 30-bail cowshed with concrete floor, fitted with L.K.G. milking machines. Price £40 per acre.: [1612, 974, 1905, 1029]
ad-title: ORCHARD PROPERTY FOR SALE.: [718, 855, 943, 869]
ad-body: 400 ACRES, Freehold, 200 acres in splendid pasture, 50 acres good bush; considerable proportion ploughable; good grass land, and suitable for mixed farming; subdivided into 10 paddocks; well-built sheep and cattle yards; 5-roomed whare, orchard, and garden. Price, £30 per acre; terms, £2000 cash. 1248 ACRES, Freehold, good grazing country, papa formation; well fenced and subdivided into convenient sheep-proof paddocks. 735 ACRES, in North Taranaki, 335 acres L.I.P., at 1s. per acre; 400 acres Freehold. 400 ACRES, Freehold, Taranaki, all in best mixed English grasses, fronting good road.: [1612, 120, 1905, 208]
ad-title: THE CHEAPEST DAIRY FARM ALONG THE MANAWATU.: [998, 607, 1281, 636]
ad-body: 1796 ACRES, excellent Bush Country in a rising district, 18 miles from Raetihi, 1400 acres in grass, 8 paddocks, 2 miles wire fencing; good buildings; 8 room cottage, pan fronted, 4 in ton frontage; new 2-room shearer's hut; 2 small staff houses. TITLE—O.R.P., at 30s. an acre.: [1303, 269, 1595, 313]
box-line: in 40lb. Tins,: [180, 1268, 244, 1281]
ad-title: WUNDERLICH METAL CEILINGS.: [100, 448, 324, 463]
ad-signature: RATLIFF LAND AGENCY, Feilding.: [743, 831, 917, 843]
classified-ad: [66, 866, 358, 935]
classified-ad: [1612, 1425, 1905, 1552]
ad-signature: HAVELOCK NORTH.: [777, 765, 884, 777]
classified-ad: [1303, 1186, 1595, 1291]
classified-ad: [1612, 449, 1905, 561]
classified-ad: [993, 340, 1286, 432]
ad-signature: J. M. MILNE, LEVIN.: [1705, 1329, 1811, 1341]
classified-ad: [66, 1024, 358, 1090]
ad-body: AREA 3500 acres, freehold; 400 acres leasehold. SITUATED: 20 miles from Gisborne. All well grassed, fenced, and subdivided. All necessary buildings. Wintered 3000 sheep, including 2000 breeding ewes and 150 head of cattle. PRICE: £11 10s. per acre. Stock and Plant at valuation.: [1612, 281, 1905, 324]
classified-ad: [684, 96, 977, 185]
box-line: DRINK ONLY: [175, 1361, 249, 1373]
ad-body: LAND AGENTS AND AUCTIONEERS, WELLINGTON. ORCHARD AND FARM FOR LEASE. 20s. Per Week. 7 ACRES, in Manawatu, 2 acres in orchard; good dwelling, 6 rooms, piggeries, stable, cowshed, etc., handy to Railway Station.: [993, 120, 1286, 163]
ad-body: 200 ACRES, Freehold, situated about 6½ miles from Palmerston, 2 miles from school and post office; all in grass, well watered and fenced. 200 ACRES, Freehold, well improved, 5 miles from school. Price £22 per acre.: [1303, 482, 1595, 514]
ad-body: CENTRAL WAREHOUSE PREMISES. VALUABLE CITY CORPORATION LEASE. SECTION 155 has a frontage to Customhouse Quay of 60 feet by a depth of 66 feet 10 inches. Lease has 16 years to run from 1st January, 1916, at £500 per annum. On this section is erected the three-storey brick building, recently occupied by Messrs. Aitken, Wilson, and Co. Lease carries perpetual right of renewal.: [684, 356, 977, 422]
ad-signature: HUGH DECK & CO., LAND AND ESTATE AGENTS, VICTORIA STREET, HAMILTON.: [1631, 1622, 1886, 1647]
ad-signature: H. F. McNEILL & CO., LAND AND ESTATE AGENTS, 155 FEATHERSTON STREET, WELLINGTON.: [1309, 862, 1589, 886]
ad-body: Apply for our Register and Property Investors' Guide, posted free to any address.: [993, 470, 1286, 491]
classified-ad: [684, 691, 977, 783]
ad-signature: H. H. COOK AND CO., 24 GREY STREET, WELLINGTON.: [1306, 1168, 1592, 1180]
ad-signature: J. D. MARTIN, M'INTYRE & CO., ESTATE AGENTS AND BROKERS, 215-217 LAMBTON QUAY, WELLINGTON.: [1617, 1904, 1899, 1929]
classified-ad: [1303, 1009, 1595, 1086]
ad-body: Under Vice-Regal Patronage. WANGANUI'S LEADING HOTEL, a House of Quality and Refinement. Tariff, 12s. per day. Weekly by arrangement. Commercial Tariff, 10s. per day. Write or wire for reservation.: [375, 891, 668, 923]
classified-ad: [375, 385, 667, 521]
ad-signature: J. COYLE, Secretary.: [161, 185, 263, 197]
ad-body: GOOD position, moderate rent, living rooms. Price, as going concern, £400 cash. Inspection invited. For full particulars apply to: [684, 807, 977, 828]
ad-title: FIRST-CLASS GRAZING FARM.: [1656, 102, 1861, 116]
ad-signature: GILCHRIST AND KIDD, AGENTS, RANGITIKEI STREET, PALMERSTON NORTH.: [1305, 978, 1593, 1002]
column-heading: AUCTIONS.: [684, 73, 977, 91]
classified-ad: [375, 867, 667, 933]
column-heading: LAND NOTICES.: [1303, 73, 1595, 91]
advertiser-name: LAERY & Co., Ltd.: [119, 1169, 304, 1193]
ad-title: SALE OF HOROWHENUA RACING CLUB'S PRIVILEGES.: [382, 212, 661, 241]
ad-signature: VICTOR E. SMITH, LAND AGENT, FEILDING.: [1333, 1448, 1565, 1460]
classified-ad: [1303, 791, 1595, 893]
column-5: [1295, 68, 1604, 1932]
ad-title: THE ROYAL OAK HOTEL.: [436, 873, 607, 887]
ad-body: TRENTHAM—Artistic Home, containing six large and lofty rooms, reception hall, linoleum, scrum-roof verandah, conservatory, bathroom, enamel bath, hot-water basin, pantry, storeroom, washhouse, copper, tubs, coalshed, etc. Large grounds, about one acre, specially built for owner with well selected and seasoned timber. Mortgage £1000 at 5%. Price £2300. MOUNT VICTORIA—Superior 8-rd. House, bathroom, porcelain bath, lavatory basin, gas stove, electric light, etc.: [993, 775, 1286, 852]
ad-body: 350 ACRES, on main metalled road, between 3 railway stations (7, 4, and 3 miles), about one mile to factory, nearly all in grass (well down down); will carry about 150 cows and other stock, and offers the best opportunity we know of for accumulating a fairly large amount in a few years. We cannot too strongly urge dairy farmers, or anyone wanting a good dairy farm, to come and inspect this property. Large portion rolly good flat. Buildings: Dwelling of 6 rooms, bath; 14-bail cowshed, trapshed, etc.: [993, 640, 1286, 717]
ad-title: LAND. LAND. CHEAP FARMS.: [1661, 685, 1855, 700]
classified-ad: [1612, 561, 1905, 680]
ad-signature: IMLAY SAUNDERS, 67 RIDGWAY STREET, WANGANUI.: [1308, 316, 1590, 328]
column-3: [677, 68, 986, 1932]
ad-body: SATURDAY, 16th SEPTEMBER, 1916. N.Z. LOAN AND MERCANTILE AGENCY CO., LTD., have received instructions to Sell at their Levin Office, at 1 p.m., the following privileges: 1—OUTSIDE GATES. 2—CAR CARDS. 3—HORSE PADDOCK.: [375, 245, 668, 288]
ad-signature: MELLSOP, ELLIOTT AND CO., PALMERSTON NORTH.: [73, 1005, 351, 1017]
classified-ad: [1303, 536, 1595, 625]
ad-title: SMALL GRAZING-RUN LEASE.: [1347, 1803, 1551, 1818]
ad-body: 120 ACRES, close to Takapau. Price, £17 10s.; small deposit; easy terms can be arranged. Good dwelling-house and outbuildings. 350 ACRES, close to Takapau. Price, £11; will lease at £18 per acre; right of purchase; good buildings; all well fenced and watered.: [1612, 704, 1905, 747]
ad-body: 1000 ACRES, excellent sheep and cattle country, situated 2 miles from school and post office, 800 acres ploughable country, all ploughed and well-fenced; will carry 1 sheep per acre; 8-roomed house (all conveniences), 3-roomed cottage, woolshed (shearing machines), 4 h.p. Fuller engine, new yards, woolpress, d.d. plough, gig, dray, etc.: [684, 602, 977, 657]
